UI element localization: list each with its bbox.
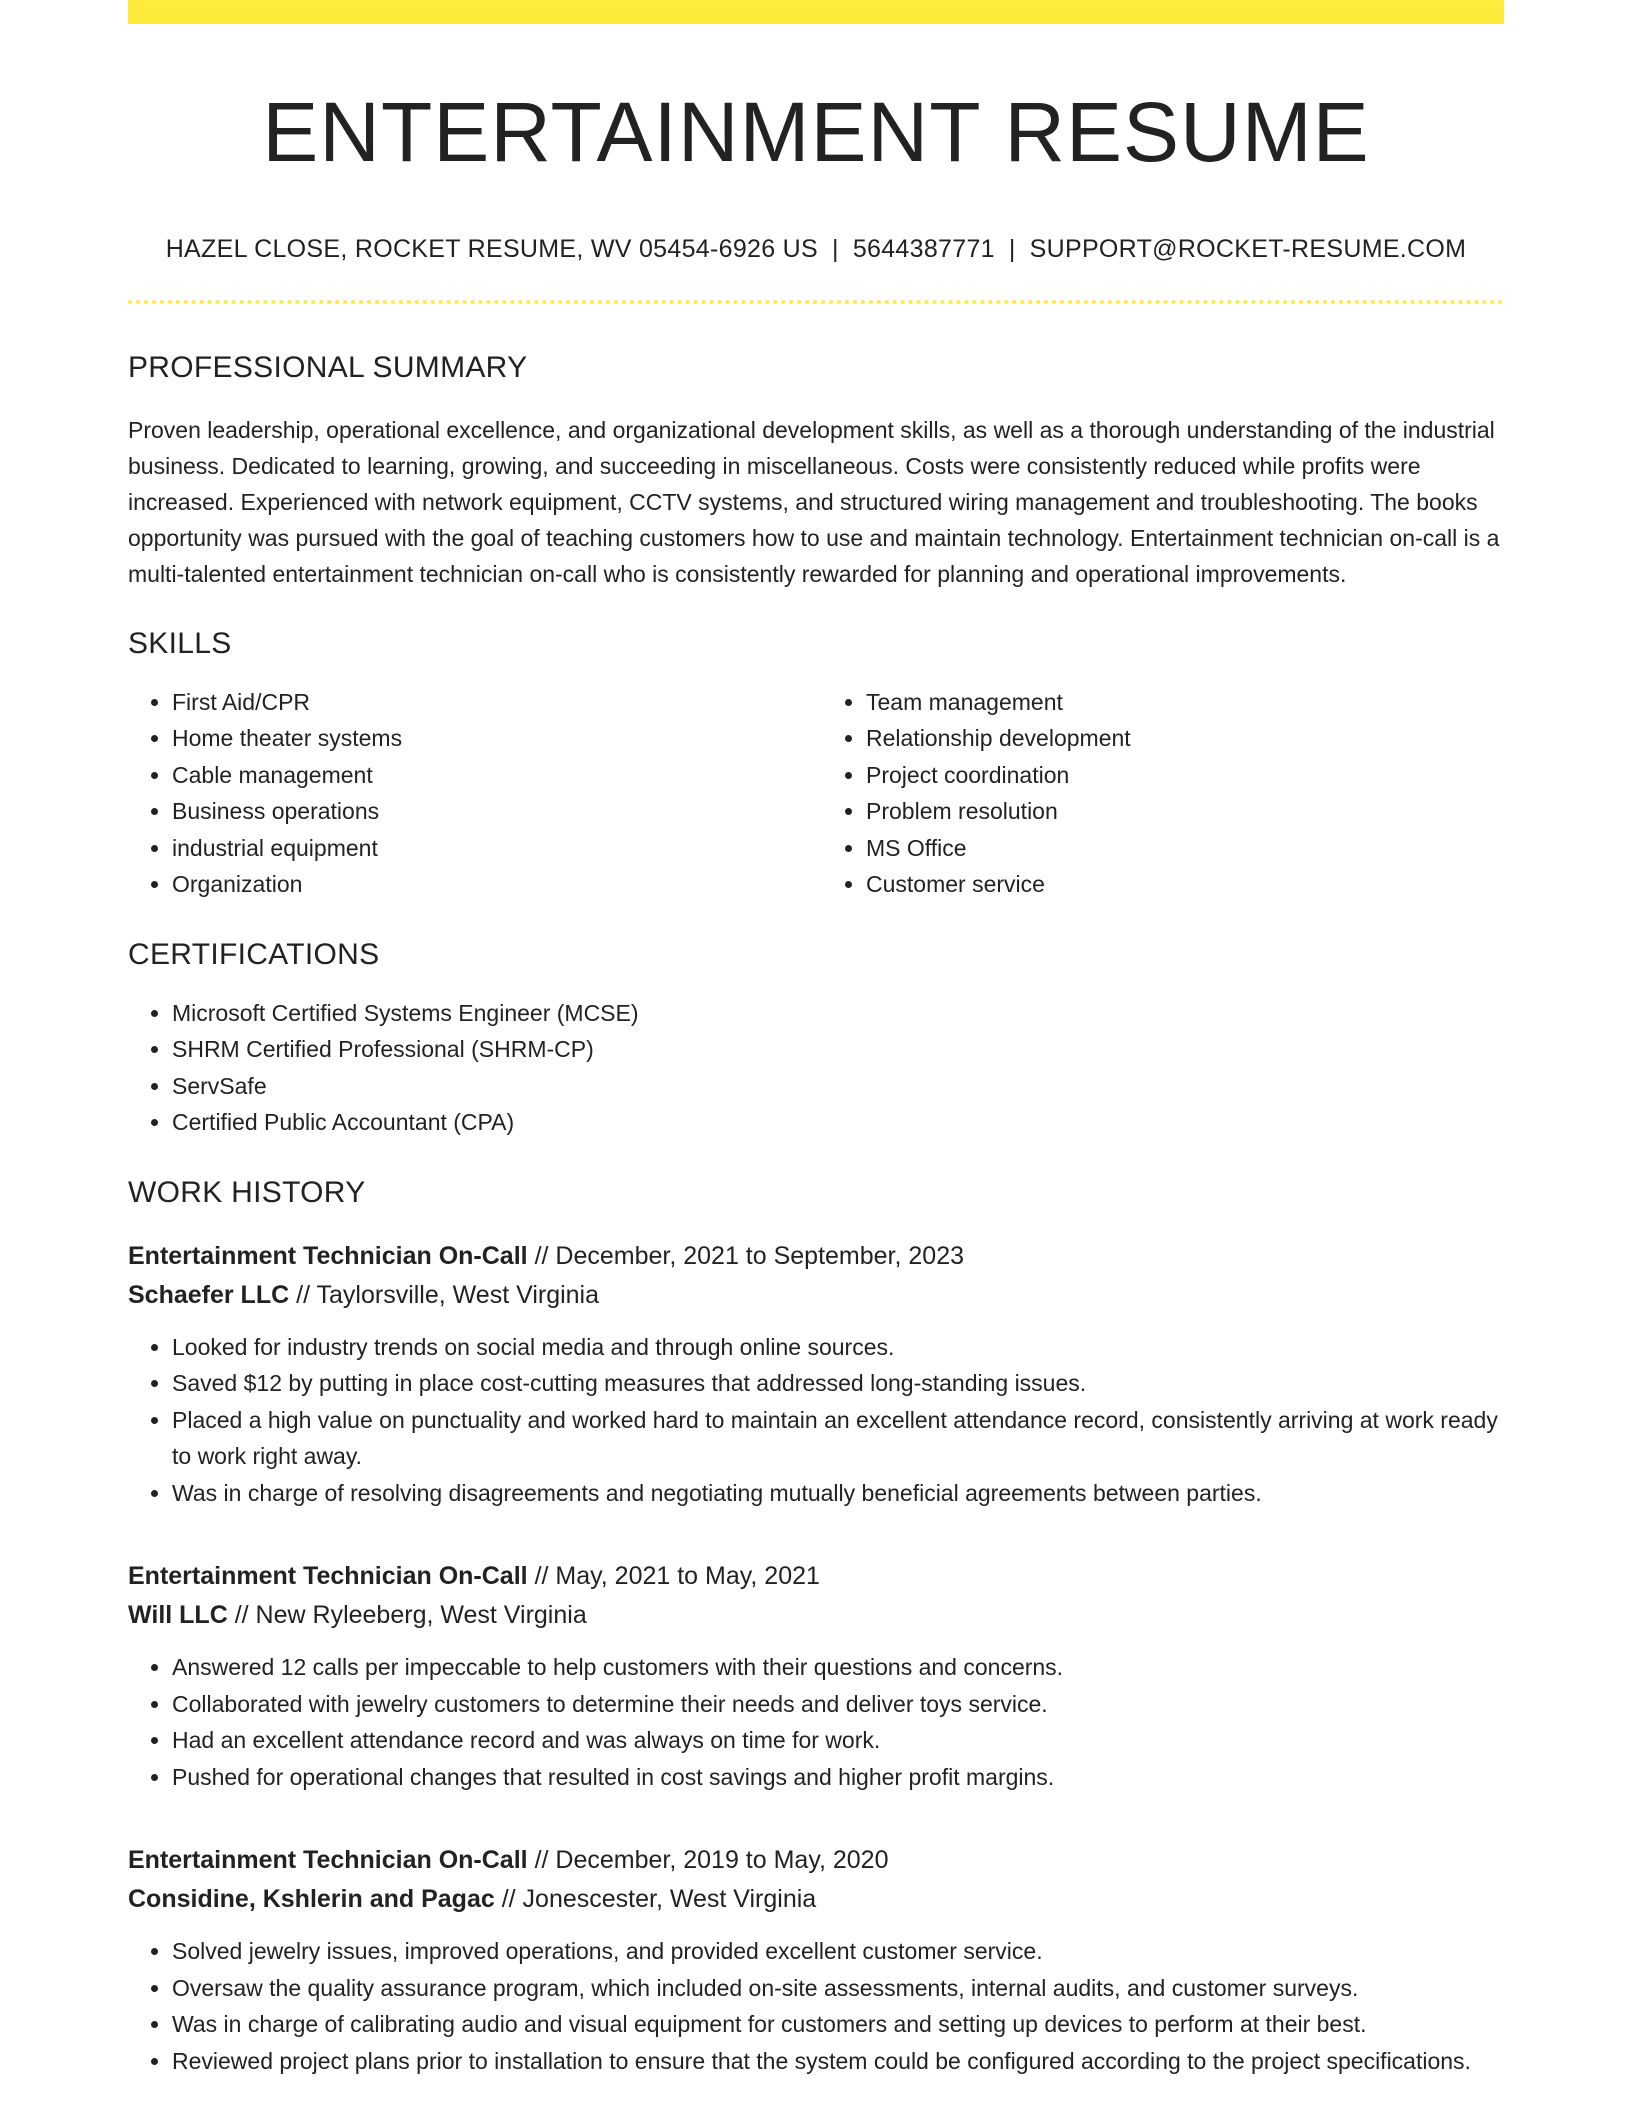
skill-item: • Problem resolution bbox=[866, 793, 1504, 830]
job-location: // Taylorsville, West Virginia bbox=[296, 1280, 600, 1309]
skill-item: • Organization bbox=[172, 866, 816, 903]
skill-item: • Relationship development bbox=[866, 720, 1504, 757]
skill-item: • MS Office bbox=[866, 830, 1504, 867]
job-entry bbox=[128, 1841, 1504, 2079]
summary-text: Proven leadership, operational excellence, and organizational development skills, as well as a thorough understanding of the industrial business. Dedicated to learning, growing, and succeeding in miscellaneous. Costs were consistently reduced while profits were increased. Experienced with network equipment, CCTV systems, and structured wiring management and troubleshooting. The books opportunity was pursued with the goal of teaching customers how to use and maintain technology. Entertainment technician on-call is a multi-talented entertainment technician on-call who is consistently rewarded for planning and operational improvements. bbox=[128, 416, 1500, 587]
work-history-heading: WORK HISTORY bbox=[128, 1175, 366, 1209]
skills-list bbox=[128, 684, 1504, 903]
job-title: Entertainment Technician On-Call bbox=[128, 1562, 528, 1591]
dotted-divider bbox=[128, 300, 1504, 304]
skill-item: • Business operations bbox=[172, 793, 816, 830]
skills-column-left bbox=[128, 684, 816, 903]
skill-item: • Home theater systems bbox=[172, 720, 816, 757]
job-bullet: • Answered 12 calls per impeccable to help customers with their questions and concerns. bbox=[172, 1649, 1504, 1686]
certification-item: • Microsoft Certified Systems Engineer (MCSE) bbox=[172, 995, 1504, 1032]
job-bullet: • Looked for industry trends on social media and through online sources. bbox=[172, 1329, 1504, 1366]
job-title-line bbox=[128, 1557, 1504, 1596]
job-entry bbox=[128, 1237, 1504, 1512]
job-title-line bbox=[128, 1841, 1504, 1880]
certifications-list bbox=[128, 995, 1504, 1141]
job-dates: // December, 2021 to September, 2023 bbox=[534, 1241, 965, 1270]
job-company: Considine, Kshlerin and Pagac bbox=[128, 1885, 495, 1914]
job-bullets bbox=[128, 1933, 1504, 2079]
skills-heading: SKILLS bbox=[128, 626, 232, 660]
job-bullet: • Reviewed project plans prior to installation to ensure that the system could be configured according to the project specifications. bbox=[172, 2043, 1504, 2080]
certification-item: • ServSafe bbox=[172, 1068, 1504, 1105]
skill-item: • Customer service bbox=[866, 866, 1504, 903]
contact-separator: | bbox=[832, 234, 839, 263]
job-bullets bbox=[128, 1329, 1504, 1512]
job-bullet: • Was in charge of resolving disagreements and negotiating mutually beneficial agreements between parties. bbox=[172, 1475, 1504, 1512]
job-bullet: • Solved jewelry issues, improved operations, and provided excellent customer service. bbox=[172, 1933, 1504, 1970]
summary-heading: PROFESSIONAL SUMMARY bbox=[128, 350, 528, 384]
contact-email: SUPPORT@ROCKET-RESUME.COM bbox=[1029, 234, 1467, 263]
job-entry bbox=[128, 1557, 1504, 1795]
contact-separator: | bbox=[1008, 234, 1016, 263]
certification-item: • Certified Public Accountant (CPA) bbox=[172, 1104, 1504, 1141]
job-company: Will LLC bbox=[128, 1601, 228, 1630]
resume-page bbox=[128, 0, 1504, 2079]
skill-item: • industrial equipment bbox=[172, 830, 816, 867]
skill-item: • First Aid/CPR bbox=[172, 684, 816, 721]
skill-item: • Project coordination bbox=[866, 757, 1504, 794]
job-dates: // May, 2021 to May, 2021 bbox=[534, 1562, 820, 1591]
skill-item: • Cable management bbox=[172, 757, 816, 794]
contact-address: HAZEL CLOSE, ROCKET RESUME, WV 05454-6926 US bbox=[165, 234, 819, 263]
skill-item: • Team management bbox=[866, 684, 1504, 721]
skills-column-right bbox=[816, 684, 1504, 903]
job-bullet: • Oversaw the quality assurance program, which included on-site assessments, internal audits, and customer surveys. bbox=[172, 1970, 1504, 2007]
resume-title: ENTERTAINMENT RESUME bbox=[262, 85, 1370, 179]
job-title-line bbox=[128, 1237, 1504, 1276]
certifications-heading: CERTIFICATIONS bbox=[128, 937, 380, 971]
job-location: // New Ryleeberg, West Virginia bbox=[234, 1601, 587, 1630]
job-bullet: • Collaborated with jewelry customers to determine their needs and deliver toys service. bbox=[172, 1686, 1504, 1723]
job-location: // Jonescester, West Virginia bbox=[501, 1885, 817, 1914]
job-company: Schaefer LLC bbox=[128, 1280, 290, 1309]
contact-line bbox=[128, 235, 1504, 264]
contact-phone: 5644387771 bbox=[852, 234, 995, 263]
job-bullet: • Saved $12 by putting in place cost-cutting measures that addressed long-standing issues. bbox=[172, 1365, 1504, 1402]
job-title: Entertainment Technician On-Call bbox=[128, 1846, 528, 1875]
certification-item: • SHRM Certified Professional (SHRM-CP) bbox=[172, 1031, 1504, 1068]
job-bullet: • Placed a high value on punctuality and worked hard to maintain an excellent attendance record, consistently arriving at work ready to work right away. bbox=[172, 1402, 1504, 1475]
job-dates: // December, 2019 to May, 2020 bbox=[534, 1846, 889, 1875]
job-bullet: • Had an excellent attendance record and was always on time for work. bbox=[172, 1722, 1504, 1759]
job-bullet: • Pushed for operational changes that resulted in cost savings and higher profit margins. bbox=[172, 1759, 1504, 1796]
job-bullet: • Was in charge of calibrating audio and visual equipment for customers and setting up devices to perform at their best. bbox=[172, 2006, 1504, 2043]
job-title: Entertainment Technician On-Call bbox=[128, 1241, 528, 1270]
job-company-line bbox=[128, 1276, 1504, 1315]
top-accent-bar bbox=[128, 0, 1504, 24]
job-bullets bbox=[128, 1649, 1504, 1795]
job-company-line bbox=[128, 1596, 1504, 1635]
job-company-line bbox=[128, 1880, 1504, 1919]
